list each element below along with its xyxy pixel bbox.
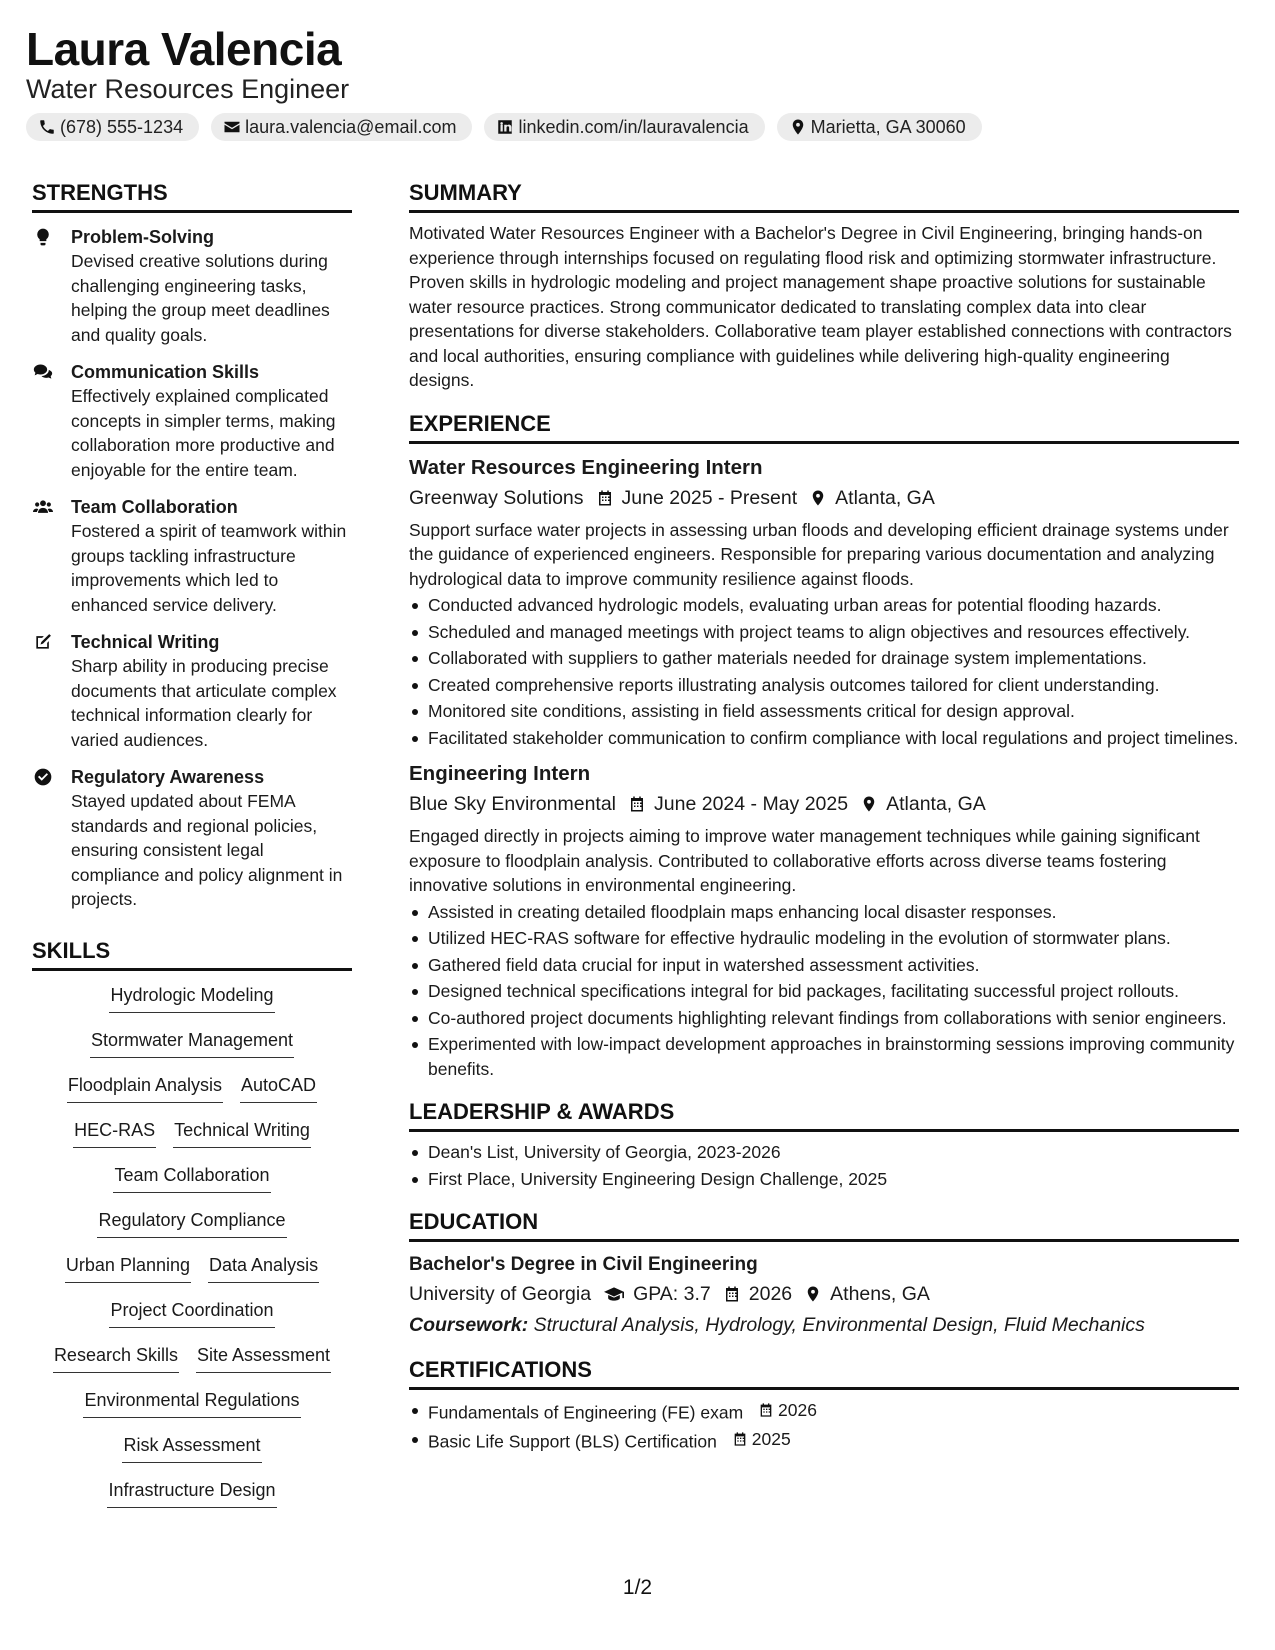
education-heading: EDUCATION xyxy=(409,1207,1239,1242)
skill-tag: Technical Writing xyxy=(173,1118,311,1148)
strength-item xyxy=(32,225,352,347)
strength-name: Team Collaboration xyxy=(71,497,238,517)
coursework-list: Structural Analysis, Hydrology, Environmental Design, Fluid Mechanics xyxy=(533,1314,1145,1336)
skill-tag: Project Coordination xyxy=(109,1298,274,1328)
calendar-icon xyxy=(628,795,646,813)
education-meta xyxy=(409,1280,1239,1308)
certification-year: 2026 xyxy=(778,1400,817,1420)
right-column xyxy=(409,178,1239,1456)
award-item: Dean's List, University of Georgia, 2023-2026 xyxy=(409,1140,1239,1165)
experience-heading: EXPERIENCE xyxy=(409,409,1239,444)
skills-row xyxy=(32,983,352,1028)
strength-description: Devised creative solutions during challenging engineering tasks, helping the group meet deadlines and quality goals. xyxy=(71,251,330,345)
bullet-item: Designed technical specifications integral for bid packages, facilitating successful project rollouts. xyxy=(409,979,1239,1004)
strength-item xyxy=(32,360,352,482)
coursework-label: Coursework: xyxy=(409,1314,529,1336)
skill-tag: Team Collaboration xyxy=(113,1163,270,1193)
job-location: Atlanta, GA xyxy=(835,486,935,509)
skills-row xyxy=(32,1343,352,1388)
certifications-section xyxy=(409,1355,1239,1454)
bullet-item: Utilized HEC-RAS software for effective hydraulic modeling in the evolution of stormwater plans. xyxy=(409,926,1239,951)
strength-name: Problem-Solving xyxy=(71,227,215,247)
strength-description: Sharp ability in producing precise documents that articulate complex technical information clearly for varied audiences. xyxy=(71,656,337,750)
skill-tag: Environmental Regulations xyxy=(83,1388,300,1418)
skills-row xyxy=(32,1253,352,1298)
calendar-icon xyxy=(596,489,614,507)
summary-text: Motivated Water Resources Engineer with a Bachelor's Degree in Civil Engineering, bringing hands-on experience through internships focused on regulating flood risk and optimizing stormwater infrastructure. Proven skills in hydrologic modeling and project management shape proactive solutions for sustainable water resource practices. Strong communicator dedicated to translating complex data into clear presentations for diverse stakeholders. Collaborative team player established connections with contractors and local authorities, ensuring compliance with guidelines while delivering high-quality engineering designs. xyxy=(409,223,1232,390)
experience-section xyxy=(409,409,1239,1082)
contact-linkedin[interactable] xyxy=(484,113,764,141)
strength-name: Communication Skills xyxy=(71,362,260,382)
skill-tag: Floodplain Analysis xyxy=(67,1073,223,1103)
contact-location xyxy=(777,113,982,141)
certification-item xyxy=(409,1398,1239,1425)
job-dates: June 2024 - May 2025 xyxy=(654,793,849,815)
candidate-name: Laura Valencia xyxy=(26,23,342,75)
strength-description: Stayed updated about FEMA standards and regional policies, ensuring consistent legal compliance and policy alignment in projects. xyxy=(71,791,343,909)
strength-name: Technical Writing xyxy=(71,632,220,652)
page-number: 1/2 xyxy=(622,1576,653,1599)
comments-icon xyxy=(32,362,54,382)
contact-email-text: laura.valencia@email.com xyxy=(245,116,457,137)
calendar-icon xyxy=(732,1431,748,1447)
check-circle-icon xyxy=(32,767,54,787)
job-entry xyxy=(409,760,1239,1081)
contact-phone-text: (678) 555-1234 xyxy=(60,116,184,137)
strength-item xyxy=(32,495,352,617)
calendar-icon xyxy=(723,1285,741,1303)
skill-tag: Research Skills xyxy=(53,1343,179,1373)
education-coursework xyxy=(409,1311,1239,1339)
contact-location-text: Marietta, GA 30060 xyxy=(810,116,966,137)
skills-heading: SKILLS xyxy=(32,936,352,971)
skills-row xyxy=(32,1298,352,1343)
map-pin-icon xyxy=(804,1285,822,1303)
map-pin-icon xyxy=(860,795,878,813)
map-pin-icon xyxy=(789,118,807,136)
skill-tag: Site Assessment xyxy=(196,1343,331,1373)
skills-list xyxy=(32,983,352,1523)
bullet-item: Co-authored project documents highlighting relevant findings from collaborations with senior engineers. xyxy=(409,1006,1239,1031)
phone-icon xyxy=(38,118,56,136)
job-bullets xyxy=(409,900,1239,1082)
calendar-icon xyxy=(758,1402,774,1418)
bullet-item: Created comprehensive reports illustrating analysis outcomes tailored for client understanding. xyxy=(409,673,1239,698)
bullet-item: Monitored site conditions, assisting in field assessments critical for design approval. xyxy=(409,699,1239,724)
job-title-headline: Water Resources Engineer xyxy=(26,74,350,104)
job-entry xyxy=(409,454,1239,751)
map-pin-icon xyxy=(809,489,827,507)
strength-name: Regulatory Awareness xyxy=(71,767,265,787)
strength-description: Effectively explained complicated concepts in simpler terms, making collaboration more productive and enjoyable for the entire team. xyxy=(71,386,336,480)
strength-item xyxy=(32,630,352,752)
strength-description: Fostered a spirit of teamwork within groups tackling infrastructure improvements which led to enhanced service delivery. xyxy=(71,521,347,615)
bullet-item: Conducted advanced hydrologic models, evaluating urban areas for potential flooding hazards. xyxy=(409,593,1239,618)
summary-heading: SUMMARY xyxy=(409,178,1239,213)
job-meta xyxy=(409,484,1239,512)
leadership-list xyxy=(409,1140,1239,1191)
skills-row xyxy=(32,1208,352,1253)
job-bullets xyxy=(409,593,1239,750)
contact-bar xyxy=(26,113,982,141)
skill-tag: Urban Planning xyxy=(65,1253,191,1283)
bullet-item: Scheduled and managed meetings with project teams to align objectives and resources effectively. xyxy=(409,620,1239,645)
bullet-item: Assisted in creating detailed floodplain maps enhancing local disaster responses. xyxy=(409,900,1239,925)
strength-item xyxy=(32,765,352,912)
left-column xyxy=(32,178,352,1523)
skill-tag: Data Analysis xyxy=(208,1253,319,1283)
skill-tag: Infrastructure Design xyxy=(107,1478,276,1508)
skills-row xyxy=(32,1433,352,1478)
users-icon xyxy=(32,497,54,517)
education-location: Athens, GA xyxy=(830,1283,930,1305)
leadership-section xyxy=(409,1097,1239,1191)
education-degree: Bachelor's Degree in Civil Engineering xyxy=(409,1254,758,1275)
certifications-list xyxy=(409,1398,1239,1454)
strengths-heading: STRENGTHS xyxy=(32,178,352,213)
skill-tag: AutoCAD xyxy=(240,1073,317,1103)
certification-date xyxy=(732,1427,791,1452)
bullet-item: Experimented with low-impact development approaches in brainstorming sessions improving community benefits. xyxy=(409,1032,1239,1081)
education-school: University of Georgia xyxy=(409,1283,592,1305)
skills-row xyxy=(32,1388,352,1433)
skills-row xyxy=(32,1163,352,1208)
job-dates: June 2025 - Present xyxy=(621,486,798,509)
job-description: Engaged directly in projects aiming to improve water management techniques while gaining significant exposure to floodplain analysis. Contributed to collaborative efforts across diverse teams fostering innovative solutions in environmental engineering. xyxy=(409,826,1200,895)
certification-item xyxy=(409,1427,1239,1454)
linkedin-icon xyxy=(496,118,514,136)
certification-year: 2025 xyxy=(751,1428,791,1449)
job-role: Engineering Intern xyxy=(409,762,591,785)
award-item: First Place, University Engineering Design Challenge, 2025 xyxy=(409,1167,1239,1192)
graduation-cap-icon xyxy=(603,1284,625,1304)
bullet-item: Collaborated with suppliers to gather materials needed for drainage system implementations. xyxy=(409,646,1239,671)
education-section xyxy=(409,1207,1239,1339)
skill-tag: Risk Assessment xyxy=(122,1433,261,1463)
skills-row xyxy=(32,1118,352,1163)
contact-phone[interactable] xyxy=(26,113,199,141)
education-year: 2026 xyxy=(748,1283,793,1305)
skills-row xyxy=(32,1028,352,1073)
skill-tag: HEC-RAS xyxy=(73,1118,156,1148)
job-company: Greenway Solutions xyxy=(409,486,584,509)
contact-email[interactable] xyxy=(211,113,472,141)
job-description: Support surface water projects in assessing urban floods and developing efficient drainage systems under the guidance of experienced engineers. Responsible for preparing various documentation and analyzing hydrological data to improve community resilience against floods. xyxy=(409,519,1229,589)
bullet-item: Gathered field data crucial for input in watershed assessment activities. xyxy=(409,953,1239,978)
strengths-list xyxy=(32,225,352,912)
contact-linkedin-text: linkedin.com/in/lauravalencia xyxy=(518,116,749,137)
job-role: Water Resources Engineering Intern xyxy=(409,455,763,479)
skill-tag: Stormwater Management xyxy=(90,1028,294,1058)
bullet-item: Facilitated stakeholder communication to confirm compliance with local regulations and project timelines. xyxy=(409,726,1239,751)
skills-row xyxy=(32,1478,352,1523)
job-meta xyxy=(409,790,1239,818)
job-company: Blue Sky Environmental xyxy=(409,793,617,815)
lightbulb-icon xyxy=(32,227,54,247)
skills-row xyxy=(32,1073,352,1118)
certification-date xyxy=(758,1398,817,1423)
education-gpa: GPA: 3.7 xyxy=(633,1283,711,1305)
envelope-icon xyxy=(223,118,241,136)
pen-to-square-icon xyxy=(32,632,54,652)
certification-name: Basic Life Support (BLS) Certification xyxy=(428,1431,717,1451)
job-location: Atlanta, GA xyxy=(886,793,986,815)
skill-tag: Hydrologic Modeling xyxy=(109,983,274,1013)
skill-tag: Regulatory Compliance xyxy=(97,1208,286,1238)
certifications-heading: CERTIFICATIONS xyxy=(409,1355,1239,1390)
certification-name: Fundamentals of Engineering (FE) exam xyxy=(428,1402,744,1423)
leadership-heading: LEADERSHIP & AWARDS xyxy=(409,1097,1239,1132)
